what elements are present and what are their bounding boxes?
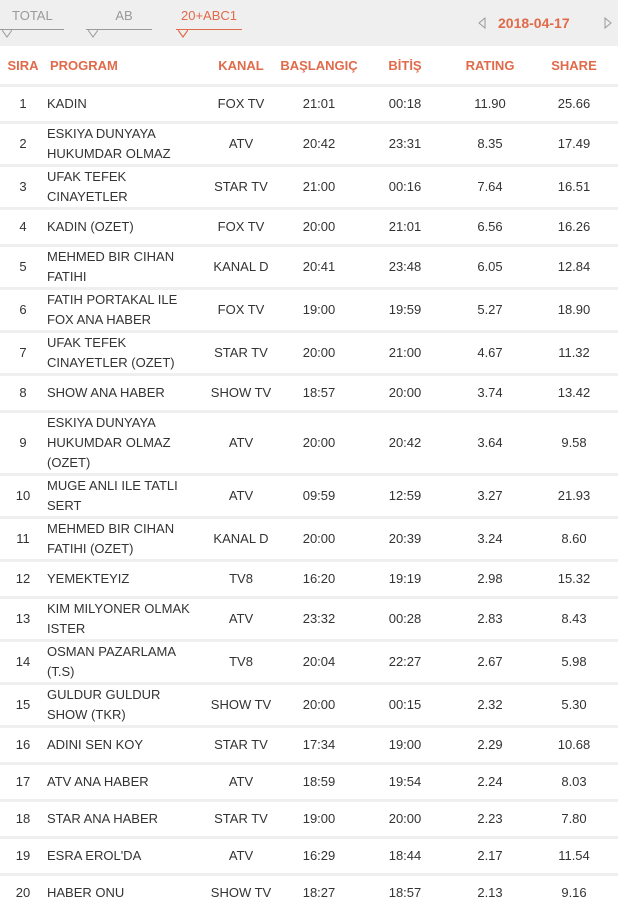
- cell-baslangic: 19:00: [278, 802, 360, 836]
- cell-rating: 2.13: [450, 876, 530, 899]
- triangle-left-icon[interactable]: [476, 17, 488, 29]
- cell-kanal: KANAL D: [204, 519, 278, 559]
- table-row: [0, 728, 618, 762]
- cell-rating: 2.29: [450, 728, 530, 762]
- cell-kanal: TV8: [204, 642, 278, 682]
- cell-rating: 2.67: [450, 642, 530, 682]
- cell-bitis: 00:16: [360, 167, 450, 207]
- cell-sira: 5: [0, 247, 46, 287]
- table-row: [0, 124, 618, 164]
- table-row: [0, 476, 618, 516]
- cell-kanal: STAR TV: [204, 167, 278, 207]
- cell-kanal: KANAL D: [204, 247, 278, 287]
- cell-bitis: 00:18: [360, 87, 450, 121]
- cell-sira: 11: [0, 519, 46, 559]
- cell-share: 9.58: [530, 413, 618, 473]
- cell-sira: 8: [0, 376, 46, 410]
- cell-rating: 11.90: [450, 87, 530, 121]
- cell-rating: 2.23: [450, 802, 530, 836]
- cell-program: ADINI SEN KOY: [46, 728, 204, 762]
- cell-baslangic: 18:59: [278, 765, 360, 799]
- cell-program: ATV ANA HABER: [46, 765, 204, 799]
- cell-program: SHOW ANA HABER: [46, 376, 204, 410]
- tab-20-abc1-label: 20+ABC1: [180, 8, 237, 23]
- cell-bitis: 20:39: [360, 519, 450, 559]
- cell-baslangic: 19:00: [278, 290, 360, 330]
- caret-down-icon: [178, 30, 188, 38]
- ratings-table: [0, 43, 618, 899]
- cell-bitis: 18:44: [360, 839, 450, 873]
- cell-kanal: FOX TV: [204, 87, 278, 121]
- triangle-right-icon[interactable]: [602, 17, 614, 29]
- cell-program: ESKIYA DUNYAYA HUKUMDAR OLMAZ (OZET): [46, 413, 204, 473]
- cell-sira: 4: [0, 210, 46, 244]
- cell-kanal: ATV: [204, 839, 278, 873]
- cell-bitis: 23:31: [360, 124, 450, 164]
- header-program[interactable]: PROGRAM: [46, 46, 204, 84]
- cell-bitis: 18:57: [360, 876, 450, 899]
- header-kanal[interactable]: KANAL: [204, 46, 278, 84]
- selected-date: 2018-04-17: [498, 15, 570, 31]
- cell-rating: 2.24: [450, 765, 530, 799]
- cell-baslangic: 21:01: [278, 87, 360, 121]
- cell-sira: 20: [0, 876, 46, 899]
- tab-ab[interactable]: [86, 8, 152, 34]
- cell-rating: 2.83: [450, 599, 530, 639]
- cell-sira: 1: [0, 87, 46, 121]
- table-row: [0, 413, 618, 473]
- cell-program: FATIH PORTAKAL ILE FOX ANA HABER: [46, 290, 204, 330]
- table-row: [0, 519, 618, 559]
- cell-share: 7.80: [530, 802, 618, 836]
- cell-baslangic: 23:32: [278, 599, 360, 639]
- header-bitis[interactable]: BİTİŞ: [360, 46, 450, 84]
- table-row: [0, 167, 618, 207]
- cell-baslangic: 20:00: [278, 685, 360, 725]
- cell-program: YEMEKTEYIZ: [46, 562, 204, 596]
- cell-program: STAR ANA HABER: [46, 802, 204, 836]
- table-row: [0, 685, 618, 725]
- cell-kanal: FOX TV: [204, 210, 278, 244]
- cell-baslangic: 20:42: [278, 124, 360, 164]
- cell-program: MUGE ANLI ILE TATLI SERT: [46, 476, 204, 516]
- cell-rating: 5.27: [450, 290, 530, 330]
- cell-share: 25.66: [530, 87, 618, 121]
- cell-sira: 14: [0, 642, 46, 682]
- date-navigator: [468, 14, 618, 34]
- cell-baslangic: 16:20: [278, 562, 360, 596]
- cell-sira: 7: [0, 333, 46, 373]
- header-share[interactable]: SHARE: [530, 46, 618, 84]
- cell-bitis: 19:54: [360, 765, 450, 799]
- cell-kanal: ATV: [204, 476, 278, 516]
- cell-bitis: 00:15: [360, 685, 450, 725]
- table-row: [0, 562, 618, 596]
- table-row: [0, 247, 618, 287]
- cell-kanal: FOX TV: [204, 290, 278, 330]
- cell-kanal: TV8: [204, 562, 278, 596]
- cell-sira: 16: [0, 728, 46, 762]
- cell-baslangic: 21:00: [278, 167, 360, 207]
- cell-share: 10.68: [530, 728, 618, 762]
- cell-kanal: STAR TV: [204, 802, 278, 836]
- cell-bitis: 21:00: [360, 333, 450, 373]
- cell-program: UFAK TEFEK CINAYETLER (OZET): [46, 333, 204, 373]
- cell-baslangic: 17:34: [278, 728, 360, 762]
- tab-total[interactable]: [0, 8, 64, 34]
- table-row: [0, 765, 618, 799]
- cell-bitis: 19:59: [360, 290, 450, 330]
- table-row: [0, 839, 618, 873]
- cell-bitis: 21:01: [360, 210, 450, 244]
- cell-bitis: 00:28: [360, 599, 450, 639]
- cell-baslangic: 16:29: [278, 839, 360, 873]
- table-row: [0, 376, 618, 410]
- cell-kanal: SHOW TV: [204, 876, 278, 899]
- cell-rating: 7.64: [450, 167, 530, 207]
- cell-kanal: SHOW TV: [204, 376, 278, 410]
- cell-baslangic: 20:00: [278, 413, 360, 473]
- table-row: [0, 802, 618, 836]
- cell-share: 5.98: [530, 642, 618, 682]
- cell-baslangic: 20:04: [278, 642, 360, 682]
- cell-rating: 6.56: [450, 210, 530, 244]
- cell-share: 16.51: [530, 167, 618, 207]
- cell-bitis: 20:42: [360, 413, 450, 473]
- cell-rating: 8.35: [450, 124, 530, 164]
- cell-sira: 18: [0, 802, 46, 836]
- cell-rating: 2.98: [450, 562, 530, 596]
- table-row: [0, 642, 618, 682]
- cell-share: 5.30: [530, 685, 618, 725]
- cell-rating: 4.67: [450, 333, 530, 373]
- cell-program: HABER ONU: [46, 876, 204, 899]
- caret-down-icon: [88, 30, 98, 38]
- cell-program: ESRA EROL'DA: [46, 839, 204, 873]
- cell-bitis: 23:48: [360, 247, 450, 287]
- cell-program: KADIN: [46, 87, 204, 121]
- cell-kanal: SHOW TV: [204, 685, 278, 725]
- tab-ab-label: AB: [115, 8, 133, 23]
- cell-bitis: 19:19: [360, 562, 450, 596]
- cell-share: 8.43: [530, 599, 618, 639]
- tab-total-label: TOTAL: [12, 8, 53, 23]
- header-baslangic[interactable]: BAŞLANGIÇ: [278, 46, 360, 84]
- table-row: [0, 210, 618, 244]
- table-header-row: [0, 46, 618, 84]
- cell-rating: 3.27: [450, 476, 530, 516]
- cell-program: MEHMED BIR CIHAN FATIHI (OZET): [46, 519, 204, 559]
- cell-kanal: ATV: [204, 765, 278, 799]
- cell-bitis: 20:00: [360, 802, 450, 836]
- tab-20-abc1[interactable]: [176, 8, 242, 34]
- cell-share: 17.49: [530, 124, 618, 164]
- cell-sira: 10: [0, 476, 46, 516]
- cell-sira: 17: [0, 765, 46, 799]
- cell-rating: 6.05: [450, 247, 530, 287]
- cell-share: 8.03: [530, 765, 618, 799]
- cell-share: 16.26: [530, 210, 618, 244]
- cell-baslangic: 20:00: [278, 519, 360, 559]
- cell-baslangic: 18:57: [278, 376, 360, 410]
- cell-rating: 3.64: [450, 413, 530, 473]
- cell-rating: 3.74: [450, 376, 530, 410]
- cell-bitis: 12:59: [360, 476, 450, 516]
- cell-baslangic: 20:00: [278, 333, 360, 373]
- cell-bitis: 20:00: [360, 376, 450, 410]
- table-row: [0, 876, 618, 899]
- cell-baslangic: 18:27: [278, 876, 360, 899]
- cell-bitis: 19:00: [360, 728, 450, 762]
- cell-share: 21.93: [530, 476, 618, 516]
- table-row: [0, 87, 618, 121]
- cell-kanal: STAR TV: [204, 728, 278, 762]
- filter-bar: [0, 0, 618, 46]
- caret-down-icon: [2, 30, 12, 38]
- cell-share: 8.60: [530, 519, 618, 559]
- cell-share: 18.90: [530, 290, 618, 330]
- cell-sira: 9: [0, 413, 46, 473]
- cell-share: 13.42: [530, 376, 618, 410]
- cell-kanal: ATV: [204, 124, 278, 164]
- header-rating[interactable]: RATING: [450, 46, 530, 84]
- cell-baslangic: 20:00: [278, 210, 360, 244]
- cell-share: 9.16: [530, 876, 618, 899]
- cell-rating: 2.32: [450, 685, 530, 725]
- cell-share: 15.32: [530, 562, 618, 596]
- cell-program: GULDUR GULDUR SHOW (TKR): [46, 685, 204, 725]
- cell-kanal: ATV: [204, 599, 278, 639]
- table-row: [0, 333, 618, 373]
- cell-program: MEHMED BIR CIHAN FATIHI: [46, 247, 204, 287]
- cell-program: KIM MILYONER OLMAK ISTER: [46, 599, 204, 639]
- cell-sira: 6: [0, 290, 46, 330]
- cell-sira: 13: [0, 599, 46, 639]
- header-sira[interactable]: SIRA: [0, 46, 46, 84]
- cell-sira: 12: [0, 562, 46, 596]
- cell-sira: 19: [0, 839, 46, 873]
- cell-rating: 3.24: [450, 519, 530, 559]
- cell-program: UFAK TEFEK CINAYETLER: [46, 167, 204, 207]
- cell-baslangic: 20:41: [278, 247, 360, 287]
- cell-program: KADIN (OZET): [46, 210, 204, 244]
- cell-sira: 3: [0, 167, 46, 207]
- table-row: [0, 290, 618, 330]
- cell-baslangic: 09:59: [278, 476, 360, 516]
- table-row: [0, 599, 618, 639]
- cell-rating: 2.17: [450, 839, 530, 873]
- cell-kanal: ATV: [204, 413, 278, 473]
- cell-sira: 2: [0, 124, 46, 164]
- cell-share: 11.54: [530, 839, 618, 873]
- cell-kanal: STAR TV: [204, 333, 278, 373]
- cell-share: 12.84: [530, 247, 618, 287]
- cell-bitis: 22:27: [360, 642, 450, 682]
- cell-sira: 15: [0, 685, 46, 725]
- cell-program: OSMAN PAZARLAMA (T.S): [46, 642, 204, 682]
- cell-share: 11.32: [530, 333, 618, 373]
- cell-program: ESKIYA DUNYAYA HUKUMDAR OLMAZ: [46, 124, 204, 164]
